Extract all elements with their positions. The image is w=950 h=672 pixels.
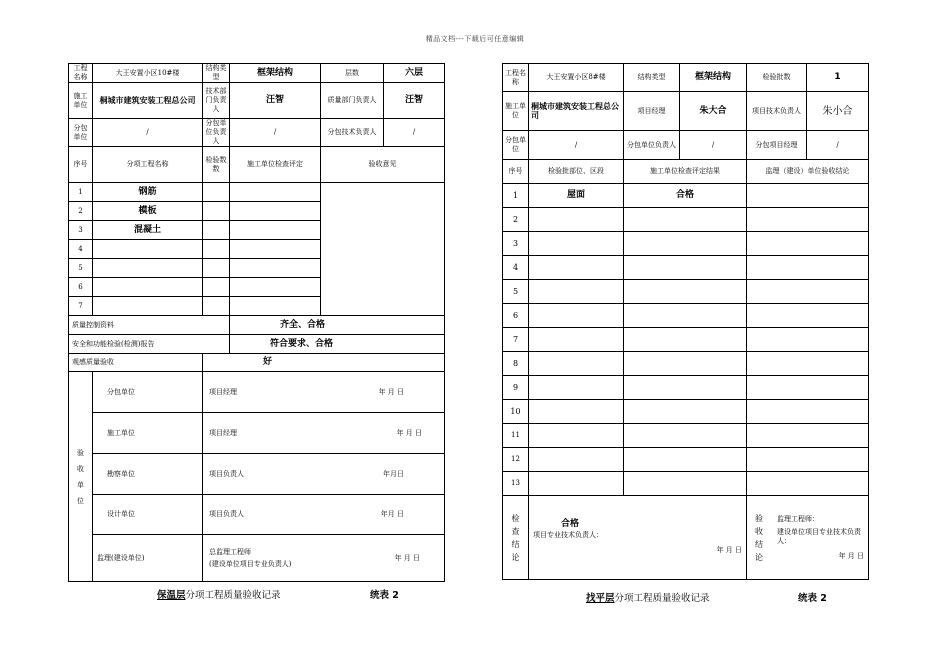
accept-role: 总监理工程师 (209, 548, 251, 556)
item-name (93, 278, 203, 297)
sub-leader-value: / (680, 131, 747, 160)
eval-value (624, 448, 747, 472)
supervisor-value (747, 448, 869, 472)
part-value (529, 424, 624, 448)
tech-leader-label: 项目技术负责人 (747, 92, 807, 131)
item-count (203, 259, 230, 278)
page-header: 精品文档---下载后可任意编辑 (425, 35, 525, 43)
part-value (529, 280, 624, 304)
item-name-header: 分项工程名称 (93, 147, 203, 183)
left-stat-label: 统表 2 (370, 590, 399, 601)
check-value: 合格 (561, 519, 580, 529)
sub-leader-label: 分包单位负责人 (624, 131, 680, 160)
count-header: 检验数数 (203, 147, 230, 183)
subcontractor-label: 分包单位 (503, 131, 529, 160)
sign-line (209, 510, 444, 519)
right-form-table (502, 63, 869, 580)
row-number: 6 (503, 304, 529, 328)
row-number: 3 (503, 232, 529, 256)
supervisor-engineer: 监理工程师： (777, 514, 819, 523)
accept-role: 项目负责人 (209, 510, 244, 518)
eval-value (624, 376, 747, 400)
row-number: 13 (503, 472, 529, 496)
item-name (93, 259, 203, 278)
item-count (203, 183, 230, 202)
supervisor-value (747, 400, 869, 424)
row-number: 1 (69, 183, 93, 202)
quality-dept-value: 汪智 (384, 83, 445, 119)
quality-control-value: 齐全、合格 (230, 316, 445, 335)
accept-date: 年 月 日 (396, 428, 422, 437)
accept-role: 项目负责人 (209, 469, 244, 478)
sign-line (209, 388, 444, 397)
accept-role-block (209, 546, 291, 570)
structure-type-value: 框架结构 (680, 64, 747, 92)
row-number: 1 (503, 184, 529, 208)
sub-manager-label: 分包项目经理 (747, 131, 807, 160)
row-number: 5 (69, 259, 93, 278)
item-eval (230, 183, 321, 202)
supervisor-value (747, 424, 869, 448)
item-name: 混凝土 (93, 221, 203, 240)
part-value (529, 376, 624, 400)
row-number: 11 (503, 424, 529, 448)
accept-role: 项目经理 (209, 428, 237, 437)
accept-date: 年 月 日 (394, 553, 420, 562)
project-name-label: 工程名称 (503, 64, 529, 92)
eval-value (624, 280, 747, 304)
accept-date: 年月日 (383, 469, 404, 478)
floors-label: 层数 (321, 64, 384, 83)
item-count (203, 221, 230, 240)
item-eval (230, 221, 321, 240)
row-number: 12 (503, 448, 529, 472)
row-number: 7 (503, 328, 529, 352)
accept-conclusion-wrap (747, 512, 864, 564)
safety-report-label: 安全和功能检验(检测)报告 (69, 335, 230, 354)
item-eval (230, 259, 321, 278)
eval-value (624, 256, 747, 280)
accept-sign-row (203, 535, 445, 582)
accept-conclusion-body (777, 515, 864, 561)
eval-header: 施工单位检查评定结果 (624, 160, 747, 184)
check-date: 年 月 日 (716, 546, 742, 554)
left-caption (157, 587, 281, 601)
opinion-header: 验收意见 (321, 147, 445, 183)
item-count (203, 240, 230, 259)
seq-header: 序号 (69, 147, 93, 183)
item-count (203, 278, 230, 297)
eval-value (624, 472, 747, 496)
part-value: 屋面 (529, 184, 624, 208)
structure-type-label: 结构类型 (203, 64, 230, 83)
sub-leader-label: 分包单位负责人 (203, 119, 230, 147)
acceptance-unit-text: 验收单位 (77, 448, 84, 505)
row-number: 5 (503, 280, 529, 304)
accept-sign-row (203, 454, 445, 495)
check-conclusion-text: 检查结论 (511, 513, 520, 562)
eval-value (624, 400, 747, 424)
item-eval (230, 278, 321, 297)
item-eval (230, 202, 321, 221)
tech-dept-value: 汪智 (230, 83, 321, 119)
part-value (529, 328, 624, 352)
accept-unit-name: 分包单位 (93, 372, 203, 413)
check-conclusion-cell (529, 496, 747, 580)
part-value (529, 304, 624, 328)
accept-conclusion-cell (747, 496, 869, 580)
project-name-label: 工程名称 (69, 64, 93, 83)
part-header: 检验批部位、区段 (529, 160, 624, 184)
accept-unit-name: 设计单位 (93, 495, 203, 535)
row-number: 9 (503, 376, 529, 400)
left-caption-rest: 分项工程质量验收记录 (185, 590, 281, 601)
item-name: 模板 (93, 202, 203, 221)
item-name (93, 297, 203, 316)
check-person: 项目专业技术负责人： (533, 531, 603, 539)
check-conclusion-label (503, 496, 529, 580)
supervisor-value (747, 352, 869, 376)
accept-unit-name: 监理(建设单位) (93, 535, 203, 582)
subcontractor-value: / (93, 119, 203, 147)
impression-value: 好 (203, 354, 445, 372)
right-caption (586, 590, 710, 604)
subcontractor-label: 分包单位 (69, 119, 93, 147)
item-count (203, 202, 230, 221)
sub-manager-value: / (807, 131, 869, 160)
supervisor-value (747, 184, 869, 208)
supervisor-value (747, 472, 869, 496)
inspection-lots-value: 1 (807, 64, 869, 92)
right-caption-rest: 分项工程质量验收记录 (614, 593, 710, 604)
row-number: 10 (503, 400, 529, 424)
eval-value (624, 304, 747, 328)
sign-line (209, 470, 444, 479)
left-form-table (68, 63, 445, 582)
row-number: 3 (69, 221, 93, 240)
right-caption-title: 找平层 (586, 593, 615, 604)
left-caption-title: 保温层 (157, 590, 186, 601)
part-value (529, 232, 624, 256)
supervisor-value (747, 304, 869, 328)
accept-date: 年月 日 (380, 510, 404, 518)
tech-leader-value: 朱小合 (807, 92, 869, 131)
row-number: 4 (503, 256, 529, 280)
acceptance-unit-label (69, 372, 93, 582)
safety-report-value: 符合要求、合格 (230, 335, 445, 354)
accept-date: 年 月 日 (378, 387, 404, 396)
supervisor-value (747, 256, 869, 280)
row-number: 2 (503, 208, 529, 232)
quality-dept-label: 质量部门负责人 (321, 83, 384, 119)
supervisor-value (747, 376, 869, 400)
row-number: 8 (503, 352, 529, 376)
part-value (529, 400, 624, 424)
eval-value (624, 352, 747, 376)
accept-sign-row (203, 495, 445, 535)
item-eval (230, 297, 321, 316)
subcontractor-value: / (529, 131, 624, 160)
project-name-value: 大王安置小区10#楼 (93, 64, 203, 83)
sub-leader-value: / (230, 119, 321, 147)
sub-tech-value: / (384, 119, 445, 147)
structure-type-label: 结构类型 (624, 64, 680, 92)
accept-conclusion-text: 验收结论 (755, 513, 763, 562)
contractor-value: 桐城市建筑安装工程总公司 (93, 83, 203, 119)
eval-value (624, 328, 747, 352)
part-value (529, 256, 624, 280)
eval-value: 合格 (624, 184, 747, 208)
opinion-cell (321, 183, 445, 316)
row-number: 7 (69, 297, 93, 316)
tech-dept-label: 技术部门负责人 (203, 83, 230, 119)
quality-control-label: 质量控制资料 (69, 316, 230, 335)
contractor-label: 施工单位 (503, 92, 529, 131)
accept-unit-name: 勘察单位 (93, 454, 203, 495)
seq-header: 序号 (503, 160, 529, 184)
accept-sign-row (203, 372, 445, 413)
owner-tech-leader: 建设单位项目专业技术负责人： (777, 527, 861, 545)
accept-unit-name: 施工单位 (93, 413, 203, 454)
part-value (529, 472, 624, 496)
supervisor-value (747, 208, 869, 232)
row-number: 4 (69, 240, 93, 259)
part-value (529, 208, 624, 232)
contractor-value: 桐城市建筑安装工程总公司 (529, 92, 624, 131)
sub-tech-label: 分包技术负责人 (321, 119, 384, 147)
item-name (93, 240, 203, 259)
project-manager-label: 项目经理 (624, 92, 680, 131)
sign-line (209, 429, 444, 438)
project-manager-value: 朱大合 (680, 92, 747, 131)
right-stat-label: 统表 2 (798, 593, 827, 604)
eval-header: 施工单位检查评定 (230, 147, 321, 183)
inspection-lots-label: 检验批数 (747, 64, 807, 92)
project-name-value: 大王安置小区8#楼 (529, 64, 624, 92)
row-number: 6 (69, 278, 93, 297)
row-number: 2 (69, 202, 93, 221)
eval-value (624, 208, 747, 232)
part-value (529, 448, 624, 472)
accept-role-secondary: (建设单位项目专业负责人) (209, 560, 292, 568)
sign-line (209, 546, 444, 570)
part-value (529, 352, 624, 376)
structure-type-value: 框架结构 (230, 64, 321, 83)
accept-role: 项目经理 (209, 387, 237, 396)
item-count (203, 297, 230, 316)
supervisor-value (747, 232, 869, 256)
supervisor-header: 监理（建设）单位验收结论 (747, 160, 869, 184)
supervisor-value (747, 280, 869, 304)
item-name: 钢筋 (93, 183, 203, 202)
impression-label: 观感质量验收 (69, 354, 203, 372)
accept-sign-row (203, 413, 445, 454)
eval-value (624, 424, 747, 448)
eval-value (624, 232, 747, 256)
floors-value: 六层 (384, 64, 445, 83)
item-eval (230, 240, 321, 259)
supervisor-value (747, 328, 869, 352)
contractor-label: 施工单位 (69, 83, 93, 119)
accept-date: 年 月 日 (838, 551, 864, 560)
